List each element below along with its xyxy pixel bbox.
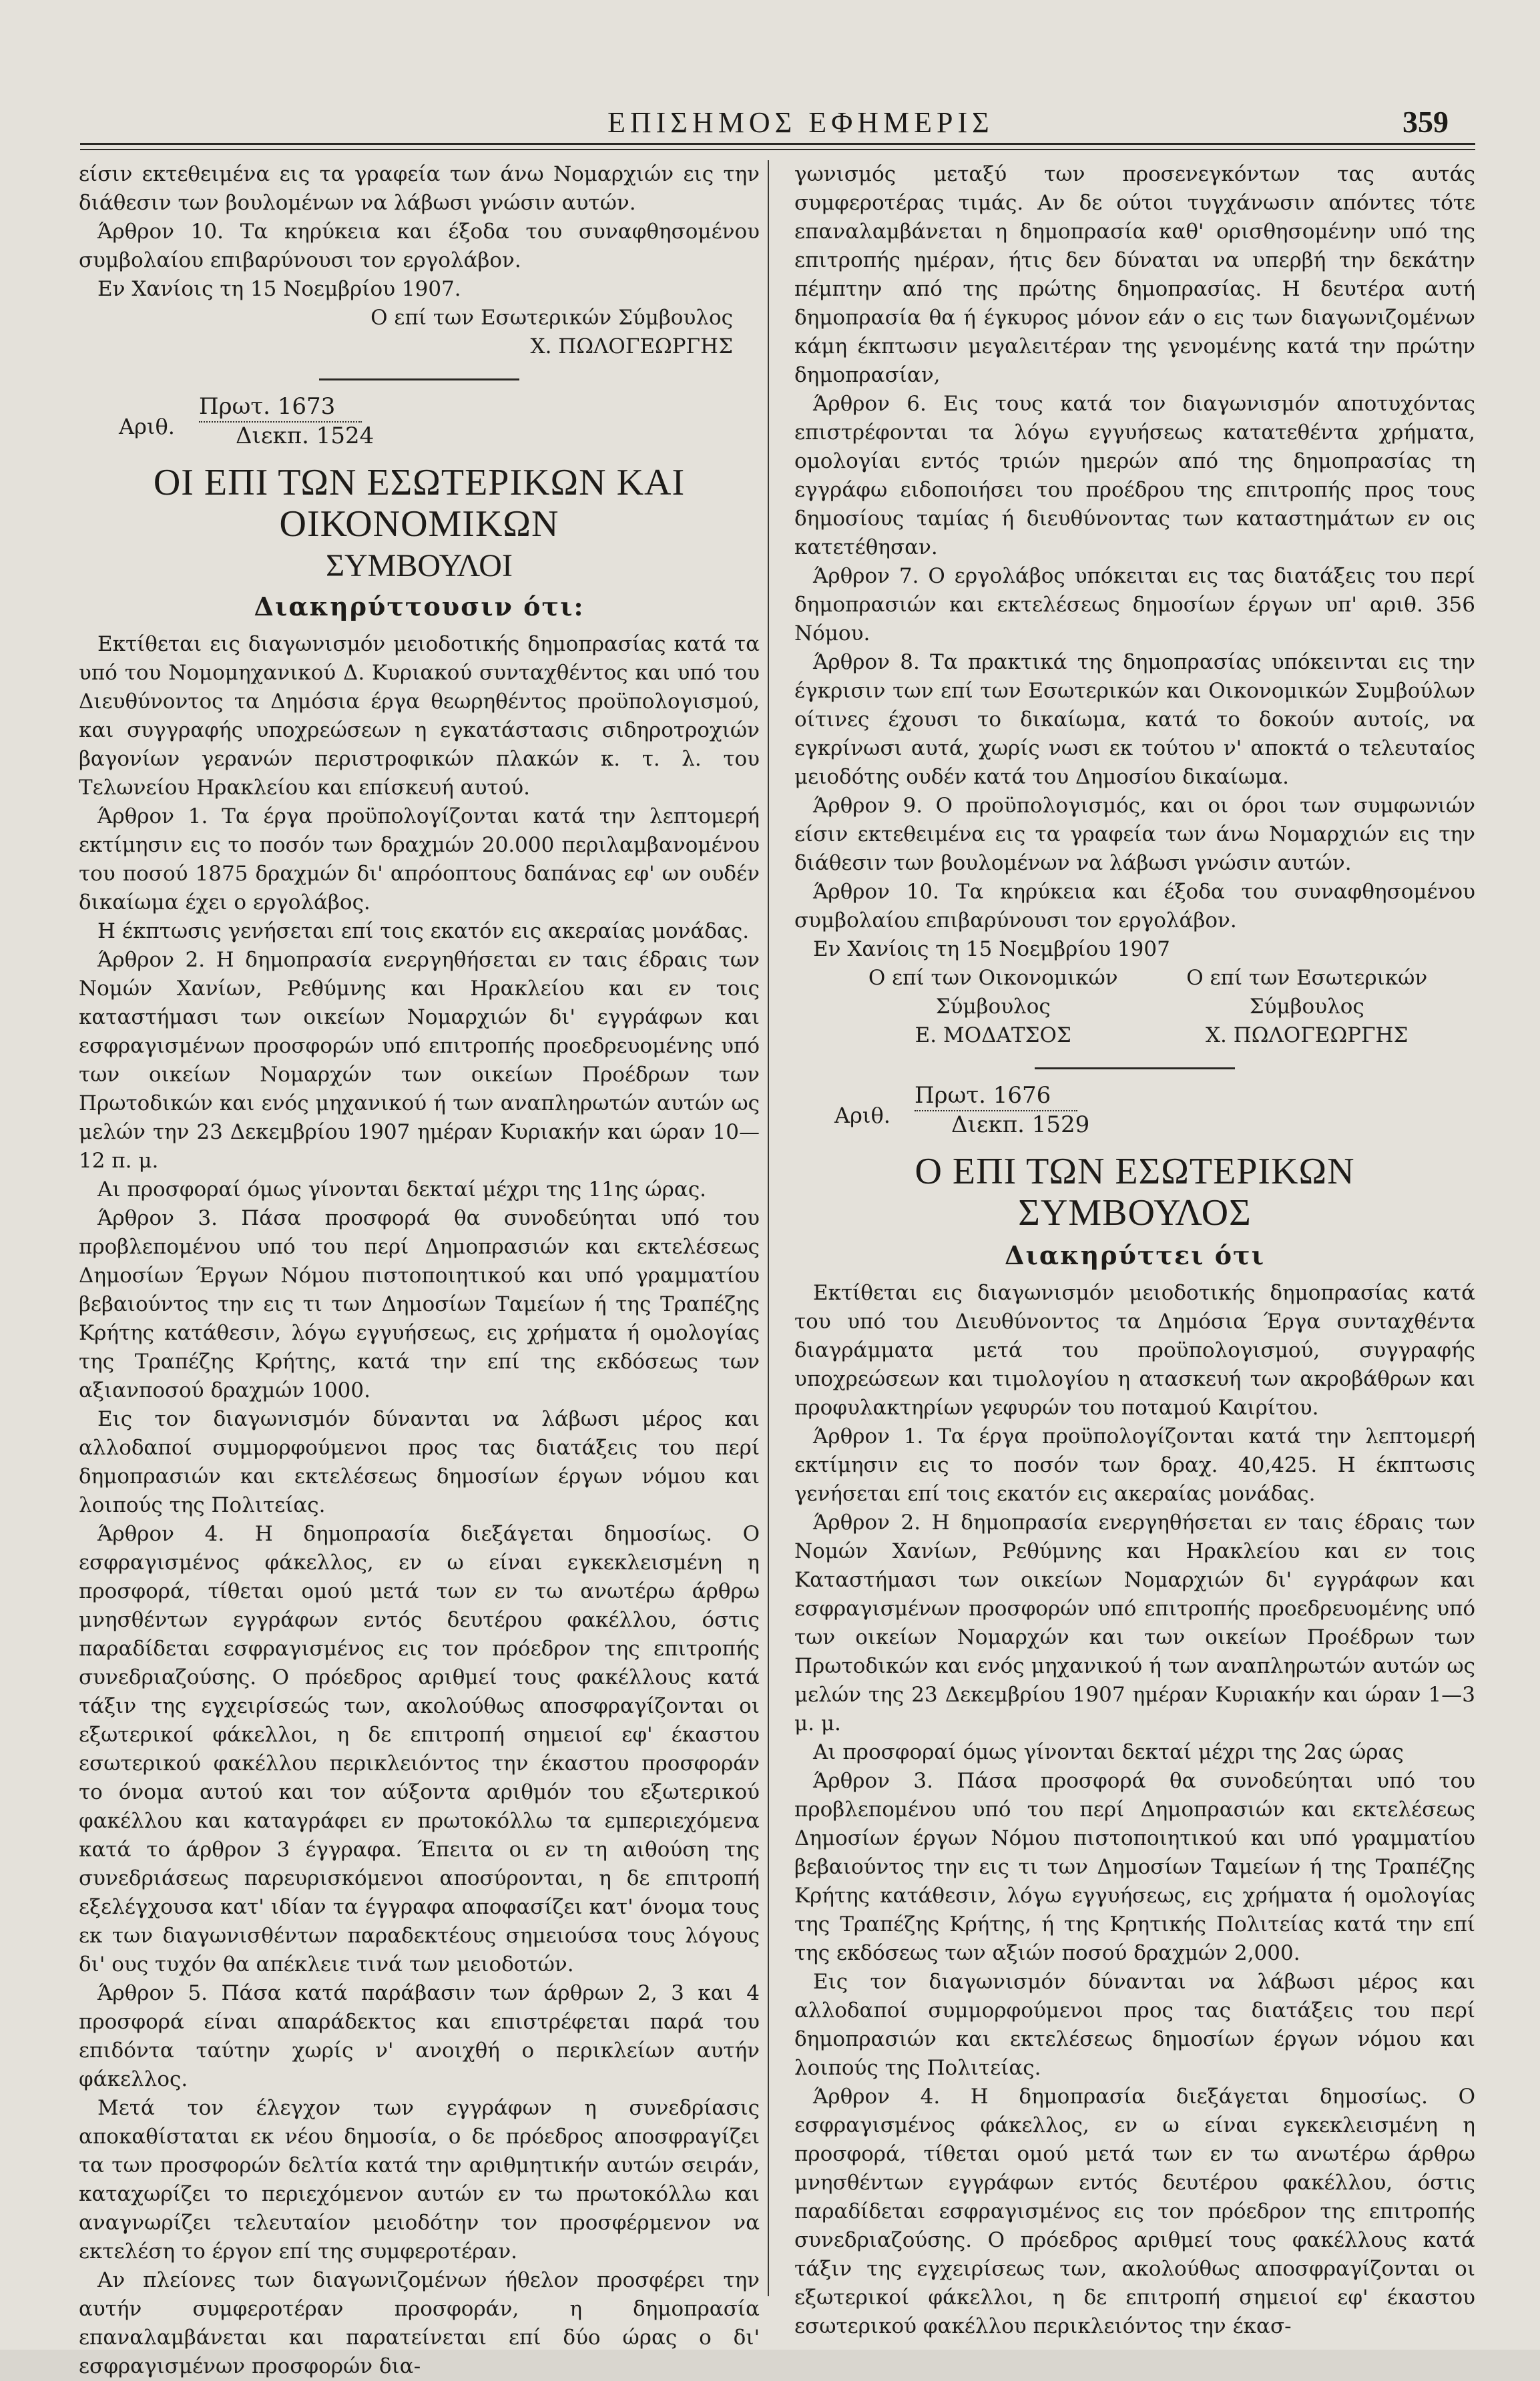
- paragraph: Εις τον διαγωνισμόν δύνανται να λάβωσι μέρος και αλλοδαποί συμμορφούμενοι προς τας διατάξεις του περί δημοπρασιών και εκτελέσεως δημοσίων έργων νόμου και λοιπούς της Πολιτείας.: [79, 1407, 760, 1517]
- signer-name: Χ. ΠΩΛΟΓΕΩΡΓΗΣ: [1205, 1023, 1408, 1047]
- paragraph: Άρθρον 1. Τα έργα προϋπολογίζονται κατά την λεπτομερή εκτίμησιν εις το ποσόν των δραχ. 40,425. Η έκπτωσις γενήσεται επί τοις εκατόν εις ακεραίας μονάδας.: [794, 1424, 1475, 1506]
- paragraph: Αι προσφοραί όμως γίνονται δεκταί μέχρι της 11ης ώρας.: [97, 1177, 707, 1202]
- paragraph: Άρθρον 7. Ο εργολάβος υπόκειται εις τας διατάξεις του περί δημοπρασιών και εκτελέσεως δημοσίων έργων υπ' αριθ. 356 Νόμου.: [794, 564, 1475, 645]
- paragraph: γωνισμός μεταξύ των προσενεγκόντων τας αυτάς συμφεροτέρας τιμάς. Αν δε ούτοι τυγχάνωσιν απόντες τότε επαναλαμβάνεται η δημοπρασία καθ' ορισθησομένην υπό της επιτροπής ημέραν, ήτις δεν δύναται να υπερβή την δεκάτην πέμπτην από της πρώτης δημοπρασίας. Η δευτέρα αυτή δημοπρασία θα ή έγκυρος μόνον εάν ο εις των διαγωνιζομένων κάμη έκπτωσιν μεγαλειτέραν της γενομένης κατά την πρώτην δημοπρασίαν,: [794, 162, 1475, 387]
- paragraph: Άρθρον 10. Τα κηρύκεια και έξοδα του συναφθησομένου συμβολαίου επιβαρύνουσι τον εργολάβον.: [794, 880, 1475, 933]
- column-divider: [768, 160, 769, 2296]
- section-heading: Ο ΕΠΙ ΤΩΝ ΕΣΩΤΕΡΙΚΩΝ ΣΥΜΒΟΥΛΟΣ: [915, 1151, 1355, 1234]
- paragraph: είσιν εκτεθειμένα εις τα γραφεία των άνω Νομαρχιών εις την διάθεσιν των βουλομένων να λάβωσι γνώσιν αυτών.: [79, 162, 760, 215]
- paragraph: Η έκπτωσις γενήσεται επί τοις εκατόν εις ακεραίας μονάδας.: [97, 919, 750, 943]
- protocol-number: [834, 1081, 1475, 1145]
- paragraph: Άρθρον 2. Η δημοπρασία ενεργηθήσεται εν ταις έδραις των Νομών Χανίων, Ρεθύμνης και Ηρακλείου και εν τοις καταστήμασι των οικείων Νομαρχιών δι' εγγράφων και εσφραγισμένων προσφορών υπό επιτροπής προεδρευομένης υπό των οικείων Νομαρχών των οικείων Προέδρων των Πρωτοδικών και ενός μηχανικού ή των αναπληρωτών αυτών ως μελών την 23 Δεκεμβρίου 1907 ημέραν Κυριακήν και ώραν 10—12 π. μ.: [79, 948, 760, 1173]
- section-rule: [319, 378, 519, 380]
- paragraph: Εις τον διαγωνισμόν δύνανται να λάβωσι μέρος και αλλοδαποί συμμορφούμενοι προς τας διατάξεις του περί δημοπρασιών και εκτελέσεως δημοσίων έργων νόμου και λοιπούς της Πολιτείας.: [794, 1970, 1475, 2080]
- section-rule: [1035, 1067, 1235, 1069]
- paragraph: Εκτίθεται εις διαγωνισμόν μειοδοτικής δημοπρασίας κατά του υπό του Διευθύνοντος τα Δημόσια Έργα συνταχθέντα διαγράμματα μετά του προϋπολογισμού, συγγραφής υποχρεώσεων και τιμολογίου η ατασκευή των ακροβάθρων και προφυλακτηρίων γεφυρών του ποταμού Καιρίτου.: [794, 1281, 1475, 1420]
- paragraph: Αν πλείονες των διαγωνιζομένων ήθελον προσφέρει την αυτήν συμφεροτέραν προσφοράν, η δημοπρασία επαναλαμβάνεται και παρατείνεται επί δύο ώρας ο δι' εσφραγισμένων προσφορών δια-: [79, 2268, 760, 2378]
- paragraph: Άρθρον 5. Πάσα κατά παράβασιν των άρθρων 2, 3 και 4 προσφορά είναι απαράδεκτος και επιστρέφεται παρά του επιδόντα ταύτην χωρίς ν' ανοιχθή ο περικλείων αυτήν φάκελλος.: [79, 1981, 760, 2091]
- place-date: Εν Χανίοις τη 15 Νοεμβρίου 1907.: [97, 277, 461, 301]
- paragraph: Αι προσφοραί όμως γίνονται δεκταί μέχρι της 2ας ώρας: [813, 1740, 1404, 1764]
- right-column: [794, 160, 1475, 2341]
- paragraph: Άρθρον 9. Ο προϋπολογισμός, και οι όροι των συμφωνιών είσιν εκτεθειμένα εις τα γραφεία των άνω Νομαρχιών εις την διάθεσιν των βουλομένων να λάβωσι γνώσιν αυτών.: [794, 794, 1475, 875]
- signer-role: Ο επί των Οικονομικών Σύμβουλος: [868, 966, 1118, 1019]
- arith-label: Αριθ.: [119, 414, 175, 439]
- signature-left: [834, 964, 1151, 1050]
- paragraph: Άρθρον 4. Η δημοπρασία διεξάγεται δημοσίως. Ο εσφραγισμένος φάκελλος, εν ω είναι εγκεκλεισμένη η προσφορά, τίθεται ομού μετά των εν τω ανωτέρω άρθρω μνησθέντων εγγράφων εντός δευτέρου φακέλλου, όστις παραδίδεται εσφραγισμένος εις τον πρόεδρον της επιτροπής συνεδριαζούσης. Ο πρόεδρος αριθμεί τους φακέλλους κατά τάξιν της εγχειρίσεώς των, ακολούθως αποσφραγίζονται οι εξωτερικοί φάκελλοι, η δε επιτροπή σημειοί εφ' έκαστου εσωτερικού φακέλλου περικλειόντος την έκαστου προσφοράν το όνομα αυτού και τον αύξοντα αριθμόν του εξωτερικού φακέλλου και καταγράφει εν πρωτοκόλλω τα εμπεριεχόμενα κατά το άρθρον 3 έγγραφα. Έπειτα οι εν τη αιθούση της συνεδριάσεως παρευρισκόμενοι αποσύρονται, η δε επιτροπή εξελέγχουσα κατ' ιδίαν τα έγγραφα αποφασίζει κατ' όνομα τους εκ των διαγωνισθέντων παραδεκτέους σημειούσα τους λόγους δι' ους τυχόν θα απέκλειε τινά των μειοδοτών.: [79, 1522, 760, 1976]
- protocol-number: [119, 392, 760, 457]
- paragraph: Μετά τον έλεγχον των εγγράφων η συνεδρίασις αποκαθίσταται εκ νέου δημοσία, ο δε πρόεδρος αποσφραγίζει τα των προσφορών δελτία κατά την αριθμητικήν αυτών σειράν, καταχωρίζει το περιεχόμενον αυτών εν τω πρωτοκόλλω και αναγνωρίζει τελευταίον μειοδότην τον προσφέρμενον να εκτελέση το έργον επί της συμφεροτέραν.: [79, 2096, 760, 2264]
- diekp-number: Διεκπ. 1529: [951, 1111, 1090, 1138]
- section-heading: ΟΙ ΕΠΙ ΤΩΝ ΕΣΩΤΕΡΙΚΩΝ ΚΑΙ ΟΙΚΟΝΟΜΙΚΩΝ: [153, 462, 686, 545]
- paragraph: Άρθρον 8. Τα πρακτικά της δημοπρασίας υπόκεινται εις την έγκρισιν των επί των Εσωτερικών και Οικονομικών Συμβούλων οίτινες έχουσι το δικαίωμα, κατά το δοκούν αυτοίς, να εγκρίνωσι αυτά, χωρίς νωσι εκ τούτου ν' αποκτά ο τελευταίος μειοδότης ουδέν κατά του Δημοσίου δικαίωμα.: [794, 650, 1475, 789]
- paragraph: Άρθρον 10. Τα κηρύκεια και έξοδα του συναφθησομένου συμβολαίου επιβαρύνουσι τον εργολάβον.: [79, 220, 760, 272]
- signer-role: Ο επί των Εσωτερικών Σύμβουλος: [1186, 966, 1428, 1019]
- announcement-line: Διακηρύττουσιν ότι:: [254, 591, 585, 621]
- signer-name: Χ. ΠΩΛΟΓΕΩΡΓΗΣ: [530, 334, 733, 358]
- header-rule: [80, 143, 1475, 150]
- gazette-title: ΕΠΙΣΗΜΟΣ ΕΦΗΜΕΡΙΣ: [607, 106, 994, 139]
- signature-right: [1151, 964, 1462, 1050]
- paragraph: Άρθρον 1. Τα έργα προϋπολογίζονται κατά την λεπτομερή εκτίμησιν εις το ποσόν των δραχμών 20.000 περιλαμβανομένου του ποσού 1875 δραχμών δι' απρόοπτους δαπάνας εφ' ων ουδέν δικαίωμα έχει ο εργολάβος.: [79, 804, 760, 914]
- left-column: [79, 160, 760, 2381]
- paragraph: Άρθρον 6. Εις τους κατά τον διαγωνισμόν αποτυχόντας επιστρέφονται τα λόγω εγγυήσεως κατατεθέντα χρήματα, ομολογίαι εντός τριών ημερών από της δημοπρασίας τη εγγράφω ειδοποιήσει του προέδρου της επιτροπής προς τους δημοσίους ταμίας ή διευθύνοντας των καταστημάτων εν οις κατετέθησαν.: [794, 392, 1475, 559]
- signature-block: [794, 964, 1475, 1050]
- announcement-line: Διακηρύττει ότι: [1004, 1240, 1266, 1270]
- page-header: [80, 100, 1475, 147]
- signer-role: Ο επί των Εσωτερικών Σύμβουλος: [370, 306, 733, 330]
- paragraph: Άρθρον 3. Πάσα προσφορά θα συνοδεύηται υπό του προβλεπομένου υπό του περί Δημοπρασιών και εκτελέσεως Δημοσίων έργων Νόμου πιστοποιητικού και υπό γραμματίου βεβαιούντος την εις τι των Δημοσίων Ταμείων ή της Τραπέζης Κρήτης κατάθεσιν, λόγω εγγυήσεως, εις χρήματα ή ομολογίας της Τραπέζης Κρήτης, ή της Κρητικής Πολιτείας κατά την επί της εκδόσεως των αξιών ποσού δραχμών 2,000.: [794, 1769, 1475, 1965]
- section-subheading: ΣΥΜΒΟΥΛΟΙ: [326, 548, 513, 583]
- place-date: Εν Χανίοις τη 15 Νοεμβρίου 1907: [813, 937, 1170, 961]
- signer-name: Ε. ΜΟΔΑΤΣΟΣ: [915, 1023, 1071, 1047]
- paragraph: Εκτίθεται εις διαγωνισμόν μειοδοτικής δημοπρασίας κατά τα υπό του Νομομηχανικού Δ. Κυριακού συνταχθέντος και υπό του Διευθύνοντος τα Δημόσια έργα θεωρηθέντος προϋπολογισμού, και συγγραφής υποχρεώσεων η εγκατάστασις σιδηροτροχιών βαγονίων γερανών περιστροφικών πλακών κ. τ. λ. του Τελωνείου Ηρακλείου και επίσκευή αυτού.: [79, 632, 760, 800]
- prot-number: Πρωτ. 1676: [915, 1081, 1077, 1111]
- paragraph: Άρθρον 3. Πάσα προσφορά θα συνοδεύηται υπό του προβλεπομένου υπό του περί Δημοπρασιών και εκτελέσεως Δημοσίων Έργων Νόμου πιστοποιητικού και υπό γραμματίου βεβαιούντος την εις τι των Δημοσίων Ταμείων ή της Τραπέζης Κρήτης κατάθεσιν, λόγω εγγυήσεως, εις χρήματα ή ομολογίας της Τραπέζης Κρήτης, κατά την επί της εκδόσεως των αξιανποσού δραχμών 1000.: [79, 1206, 760, 1402]
- paragraph: Άρθρον 2. Η δημοπρασία ενεργηθήσεται εν ταις έδραις των Νομών Χανίων, Ρεθύμνης και Ηρακλείου και εν τοις Καταστήμασι των οικείων Νομαρχιών δι' εγγράφων και εσφραγισμένων προσφορών υπό επιτροπής προεδρευομένης υπό των οικείων Νομαρχών και των οικείων Προέδρων των Πρωτοδικών και ενός μηχανικού ή των αναπληρωτών αυτών ως μελών της 23 Δεκεμβρίου 1907 ημέραν Κυριακήν και ώραν 1—3 μ. μ.: [794, 1511, 1475, 1736]
- diekp-number: Διεκπ. 1524: [236, 423, 374, 449]
- prot-number: Πρωτ. 1673: [199, 392, 362, 423]
- page-number: 359: [1402, 105, 1449, 139]
- arith-label: Αριθ.: [834, 1103, 890, 1128]
- paragraph: Άρθρον 4. Η δημοπρασία διεξάγεται δημοσίως. Ο εσφραγισμένος φάκελλος, εν ω είναι εγκεκλεισμένη η προσφορά, τίθεται ομού μετά των εν τω ανωτέρω άρθρω μνησθέντων εγγράφων εντός δευτέρου φακέλλου, όστις παραδίδεται εσφραγισμένος εις τον πρόεδρον της επιτροπής συνεδριαζούσης. Ο πρόεδρος αριθμεί τους φακέλλους κατά τάξιν της εγχειρίσεως των, ακολούθως αποσφραγίζονται οι εξωτερικοί φάκελλοι, η δε επιτροπή σημειοί εφ' έκαστου εσωτερικού φακέλλου περικλειόντος την έκασ-: [794, 2085, 1475, 2338]
